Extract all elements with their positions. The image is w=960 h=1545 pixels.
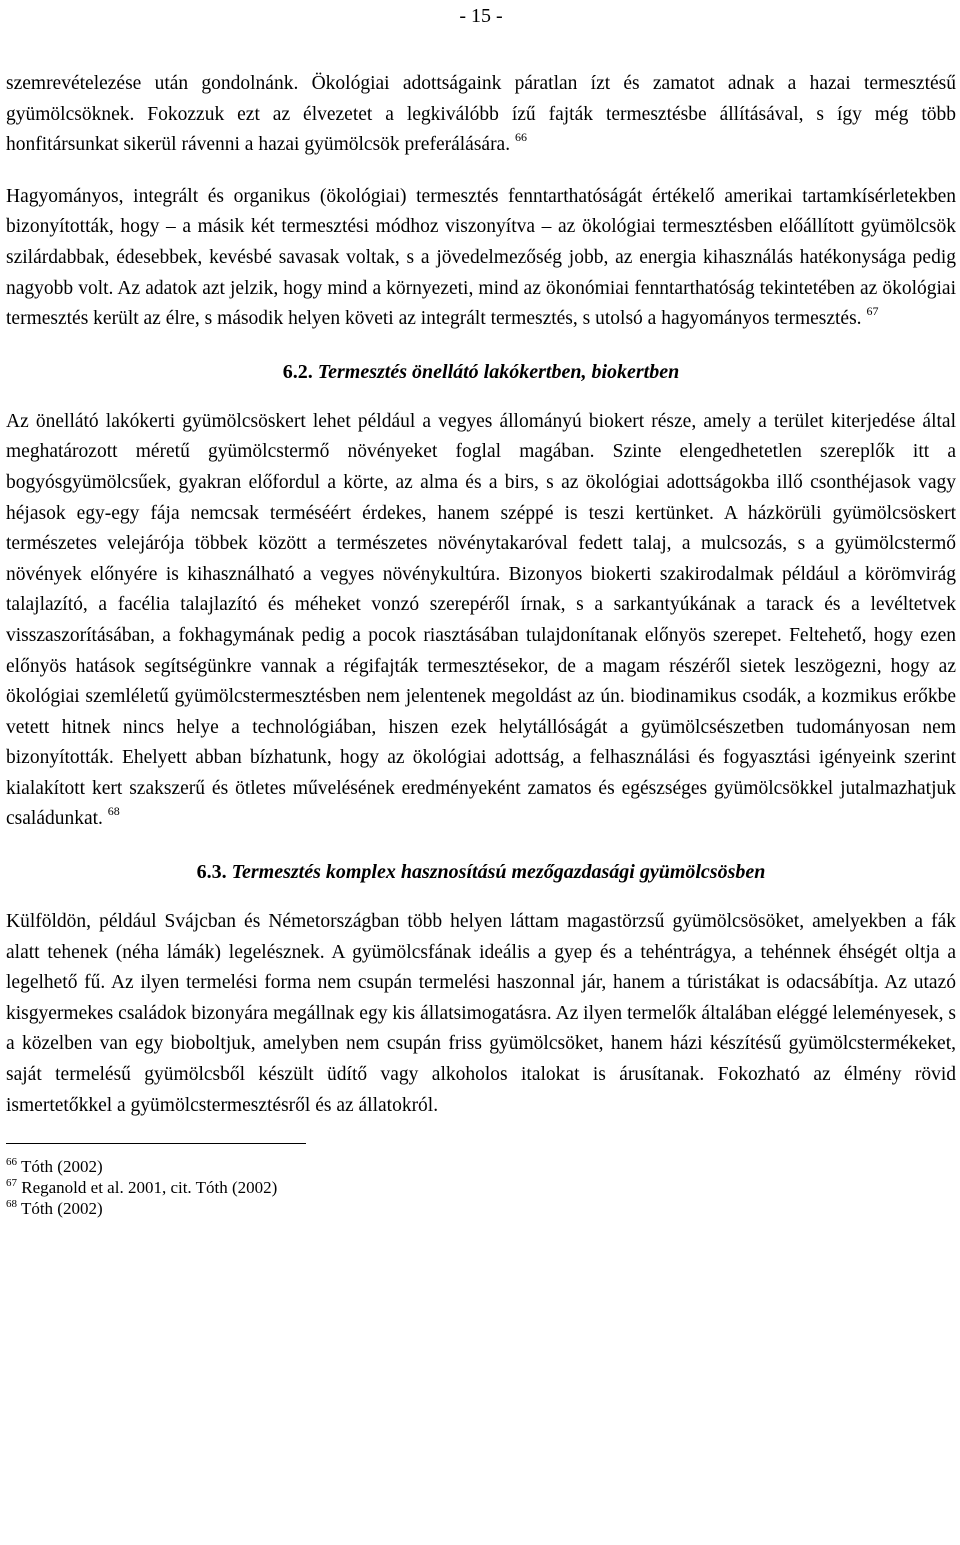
footnote-text: Tóth (2002): [20, 1157, 103, 1177]
footnote: [6, 1156, 956, 1177]
footnote-number: 68: [6, 1198, 17, 1211]
footnote-text: Tóth (2002): [20, 1199, 103, 1219]
footnote-reference: 66: [514, 130, 527, 145]
paragraph-text: Hagyományos, integrált és organikus (ökológiai) termesztés fenntarthatóságát értékelő amerikai tartamkísérletekben bizonyították, hogy – a másik két termesztési módhoz viszonyítva – az ökológiai termesztésben előállított gyümölcsök szilárdabbak, édesebbek, kevésbé savasak voltak, s a jövedelmezőség jobb, az energia kihasználás hatékonysága pedig nagyobb volt. Az adatok azt jelzik, hogy mind a környezeti, mind az ökonómiai fenntarthatóság tekintetében az ökológiai termesztés került az élre, s második helyen követi az integrált termesztés, s utolsó a hagyományos termesztés.: [6, 185, 956, 330]
section-heading: [6, 357, 956, 387]
section-number: 6.2.: [282, 360, 313, 383]
footnote: [6, 1198, 956, 1219]
footnote-divider: [6, 1143, 306, 1144]
paragraph: [6, 69, 956, 161]
paragraph: [6, 907, 956, 1121]
paragraph: [6, 182, 956, 335]
footnote-reference: 68: [107, 804, 120, 819]
section-title: Termesztés komplex hasznosítású mezőgazdasági gyümölcsösben: [231, 861, 766, 884]
footnote-reference: 67: [866, 304, 879, 319]
paragraph-text: Külföldön, például Svájcban és Németországban több helyen láttam magastörzsű gyümölcsösöket, amelyekben a fák alatt tehenek (néha lámák) legelésznek. A gyümölcsfának ideális a gyep és a tehéntrágya, a tehénnek éhségét oltja a legelhető fű. Az ilyen termelési forma nem csupán termelési haszonnal jár, hanem a túristákat is odacsábítja. Az utazó kisgyermekes családok bizonyára megállnak egy kis állatsimogatásra. Az ilyen termelők általában eléggé leleményesek, s a közelben van egy bioboltjuk, amelyben nem csupán friss gyümölcsöket, hanem házi készítésű gyümölcstermékeket, saját termelésű gyümölcsből készült üdítő vagy alkoholos italokat is árusítanak. Fokozható az élmény rövid ismertetőkkel a gyümölcstermesztésről és az állatokról.: [6, 911, 956, 1116]
section-number: 6.3.: [196, 861, 227, 884]
footnote-number: 67: [6, 1177, 17, 1190]
section-heading: [6, 857, 956, 887]
footnote: [6, 1177, 956, 1198]
paragraph-text: szemrevételezése után gondolnánk. Ökológiai adottságaink páratlan ízt és zamatot adnak a hazai termesztésű gyümölcsöknek. Fokozzuk ezt az élvezetet a legkiválóbb ízű fajták termesztésbe állításával, s így még több honfitársunkat sikerül rávenni a hazai gyümölcsök preferálására.: [6, 73, 956, 156]
page-number: - 15 -: [459, 5, 503, 27]
document-page: [6, 0, 956, 1219]
section-title: Termesztés önellátó lakókertben, biokertben: [317, 360, 680, 383]
paragraph-text: Az önellátó lakókerti gyümölcsöskert lehet például a vegyes állományú biokert része, amely a terület kiterjedése által meghatározott méretű gyümölcstermő növényeket foglal magában. Szinte elengedhetetlen szereplők itt a bogyósgyümölcsűek, gyakran előfordul a körte, az alma és a birs, s az ökológiai adottságokba illő csonthéjasok vagy héjasok egy-egy fája nemcsak terméséért érdekes, hanem széppé is teszi kertünket. A házkörüli gyümölcsöskert természetes velejárója többek között a természetes növénytakaróval fedett talaj, a mulcsozás, s a gyümölcstermő növények előnyére is kihasználható a vegyes növénykultúra. Bizonyos biokerti szakirodalmak például a körömvirág talajlazító, a facélia talajlazító és méheket vonzó szerepéről írnak, s a sarkantyúkának a tarack és a levéltetvek visszaszorításában, a fokhagymának pedig a pocok riasztásában tulajdonítanak előnyös szerepet. Feltehető, hogy ezen előnyös hatások segítségünkre vannak a régifajták termesztésekor, de a magam részéről sietek leszögezni, hogy az ökológiai szemléletű gyümölcstermesztésben nem jelentenek megoldást az ún. biodinamikus csodák, a kozmikus erőkbe vetett hitnek nincs helye a technológiában, hiszen ezek helytállóságát a gyümölcsészetben tudományosan nem bizonyították. Ehelyett abban bízhatunk, hogy az ökológiai adottság, a felhasználási és fogyasztási igényeink szerint kialakított kert szakszerű és ötletes művelésének eredményeként zamatos és egészséges gyümölcsökkel jutalmazhatjuk családunkat.: [6, 410, 956, 830]
footnote-number: 66: [6, 1156, 17, 1169]
paragraph: [6, 407, 956, 835]
footnote-text: Reganold et al. 2001, cit. Tóth (2002): [21, 1178, 278, 1198]
